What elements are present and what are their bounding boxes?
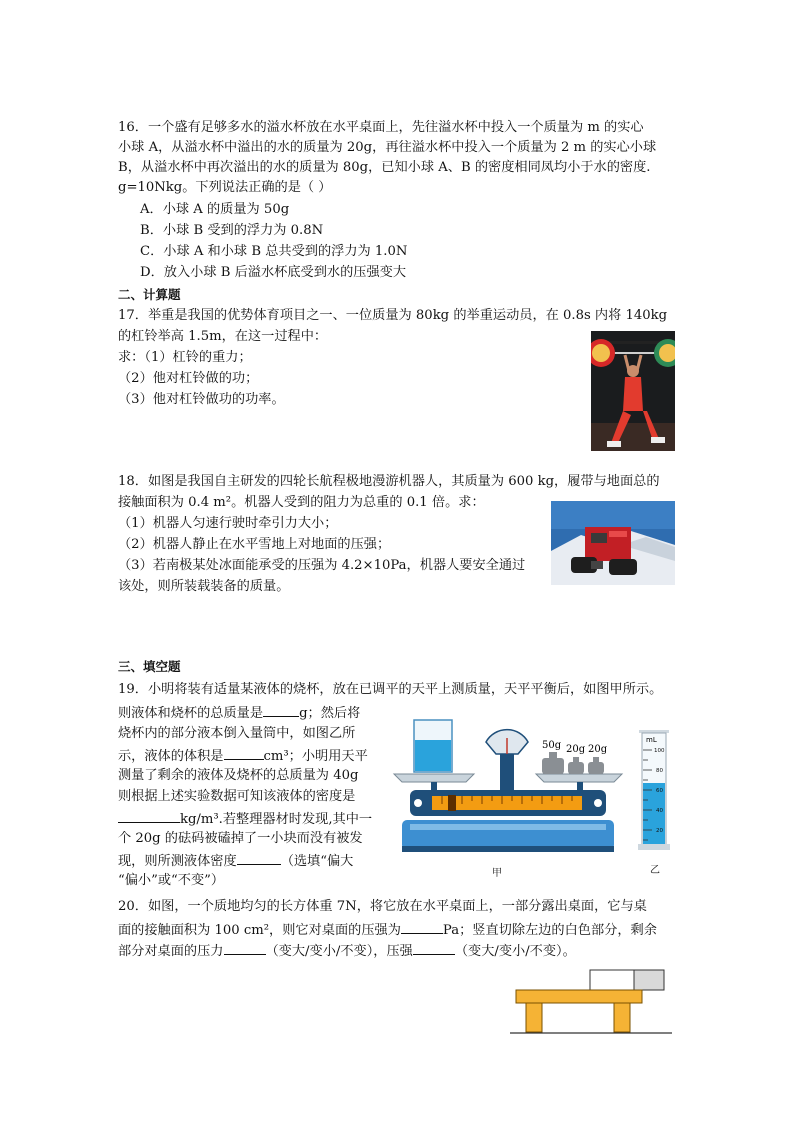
q19-line-5: 测量了剩余的液体及烧杯的总质量为 40g <box>118 768 359 783</box>
weight-label-20g-1: 20g <box>566 744 586 755</box>
q19-blank-total-mass[interactable] <box>263 702 299 717</box>
q16-line-4: g=10Nkg。下列说法正确的是（ ） <box>118 180 332 195</box>
figure-label-jia: 甲 <box>492 868 502 879</box>
q19-text-4b: cm³；小明用天平 <box>263 749 368 764</box>
weightlifter-photo <box>591 331 675 451</box>
weight-label-20g-2: 20g <box>588 744 608 755</box>
cylinder-tick-100: 100 <box>654 748 665 754</box>
q19-line-6: 则根据上述实验数据可知该液体的密度是 <box>118 789 356 804</box>
table-block-figure <box>510 968 672 1036</box>
q19-line-2 <box>118 702 360 724</box>
q19-text-9b: （选填“偏大 <box>280 854 354 869</box>
q16-line-2: 小球 A，从溢水杯中溢出的水的质量为 20g，再往溢水杯中投入一个质量为 2 m 的实心小球 <box>118 140 657 155</box>
cylinder-tick-20: 20 <box>656 828 663 834</box>
cylinder-unit-label: mL <box>646 736 657 744</box>
q20-text-3a: 部分对桌面的压力 <box>118 944 224 959</box>
q20-blank-pressure-change[interactable] <box>413 940 455 955</box>
q20-text-2b: Pa；竖直切除左边的白色部分，剩余 <box>442 923 657 938</box>
q17-line-2: 的杠铃举高 1.5m，在这一过程中： <box>118 329 328 344</box>
q19-line-4 <box>118 745 368 767</box>
q18-line-2: 接触面积为 0.4 m²。机器人受到的阻力为总重的 0.1 倍。求： <box>118 495 485 510</box>
q16-line-1: 16．一个盛有足够多水的溢水杯放在水平桌面上，先往溢水杯中投入一个质量为 m 的实心 <box>118 120 644 135</box>
q20-text-3b: （变大/变小/不变），压强 <box>265 944 413 959</box>
polar-robot-photo <box>551 501 675 585</box>
q20-blank-force-change[interactable] <box>224 940 266 955</box>
q20-line-2 <box>118 919 657 941</box>
section-heading-fill-blank: 三、填空题 <box>118 659 181 674</box>
q19-text-2a: 则液体和烧杯的总质量是 <box>118 706 264 721</box>
q19-blank-density[interactable] <box>118 808 180 823</box>
cylinder-tick-60: 60 <box>656 788 663 794</box>
balance-scale-figure <box>390 712 630 860</box>
q19-line-10: “偏小”或“不变”） <box>118 873 225 888</box>
q20-text-2a: 面的接触面积为 100 cm²，则它对桌面的压强为 <box>118 923 401 938</box>
q19-line-7 <box>118 808 372 830</box>
q19-blank-volume[interactable] <box>224 745 264 760</box>
q20-blank-pressure[interactable] <box>401 919 443 934</box>
q19-line-8: 个 20g 的砝码被磕掉了一小块而没有被发 <box>118 831 363 846</box>
q17-line-3: 求：（1）杠铃的重力； <box>118 350 252 365</box>
q19-blank-density-change[interactable] <box>237 850 281 865</box>
q18-line-4: （2）机器人静止在水平雪地上对地面的压强； <box>118 537 391 552</box>
q17-line-1: 17．举重是我国的优势体育项目之一、一位质量为 80kg 的举重运动员，在 0.8s 内将 140kg <box>118 308 668 323</box>
section-heading-calculation: 二、计算题 <box>118 287 181 302</box>
q16-option-d: D．放入小球 B 后溢水杯底受到水的压强变大 <box>140 265 407 280</box>
q16-option-a: A．小球 A 的质量为 50g <box>140 202 290 217</box>
q18-line-1: 18．如图是我国自主研发的四轮长航程极地漫游机器人，其质量为 600 kg，履带与地面总的 <box>118 474 660 489</box>
q18-line-6: 该处，则所装载装备的质量。 <box>118 579 290 594</box>
q19-line-3: 烧杯内的部分液本倒入量筒中，如图乙所 <box>118 726 356 741</box>
q20-text-3c: （变大/变小/不变）。 <box>454 944 576 959</box>
q17-line-4: （2）他对杠铃做的功； <box>118 371 259 386</box>
q19-text-4a: 示，液体的体积是 <box>118 749 224 764</box>
q19-line-9 <box>118 850 353 872</box>
weight-label-50g: 50g <box>542 740 562 751</box>
q19-text-7b: kg/m³.若整理器材时发现,其中一 <box>180 812 373 827</box>
q16-line-3: B，从溢水杯中再次溢出的水的质量为 80g，已知小球 A、B 的密度相同凤均小于水的密度. <box>118 160 651 175</box>
q16-option-c: C．小球 A 和小球 B 总共受到的浮力为 1.0N <box>140 244 408 259</box>
q18-line-5: （3）若南极某处冰面能承受的压强为 4.2×10Pa，机器人要安全通过 <box>118 558 526 573</box>
q20-line-3 <box>118 940 576 962</box>
q17-line-5: （3）他对杠铃做功的功率。 <box>118 392 285 407</box>
q19-text-9a: 现，则所测液体密度 <box>118 854 237 869</box>
q19-text-2b: g；然后将 <box>299 706 361 721</box>
q19-line-1: 19．小明将装有适量某液体的烧杯，放在已调平的天平上测质量，天平平衡后，如图甲所示。 <box>118 682 663 697</box>
q16-option-b: B．小球 B 受到的浮力为 0.8N <box>140 223 324 238</box>
cylinder-tick-40: 40 <box>656 808 663 814</box>
graduated-cylinder-figure <box>636 728 672 852</box>
cylinder-tick-80: 80 <box>656 768 663 774</box>
q20-line-1: 20．如图，一个质地均匀的长方体重 7N，将它放在水平桌面上，一部分露出桌面，它与桌 <box>118 899 647 914</box>
q18-line-3: （1）机器人匀速行驶时牵引力大小； <box>118 516 338 531</box>
figure-label-yi: 乙 <box>650 865 660 876</box>
